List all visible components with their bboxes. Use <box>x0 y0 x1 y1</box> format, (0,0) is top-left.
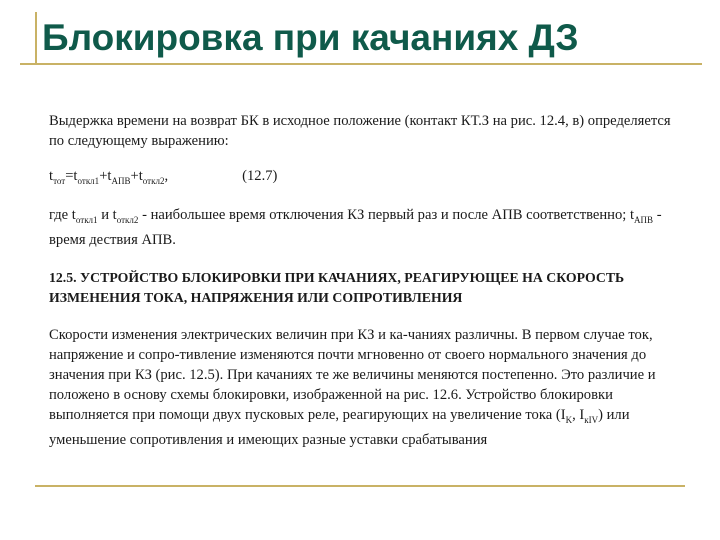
def-sub-apv: АПВ <box>634 214 654 225</box>
formula-plus1: +t <box>99 168 112 184</box>
main-sub-k: K <box>565 414 573 425</box>
main-text-a: Скорости изменения электрических величин при КЗ и ка-чаниях различны. В первом случае ток, напряжение и сопро-тивление изменяются почти мгновенно от своего нормального значения до значения при КЗ (рис. 12.5). При качаниях те же величины меняются постепенно. Это различие и положено в основу схемы блокировки, изображенной на рис. 12.6. Устройство блокировки выполняется при помощи двух пусковых реле, реагирующих на увеличение тока (I <box>49 326 656 423</box>
def-text-c: - наибольшее время отключения КЗ первый раз и после АПВ соответственно; t <box>138 206 635 223</box>
paragraph-definitions <box>49 205 674 250</box>
formula-plus2: +t <box>130 168 143 184</box>
formula-t: t <box>49 168 54 184</box>
equation-number: (12.7) <box>242 168 278 184</box>
formula-sub-otkl1: откл1 <box>77 175 100 186</box>
main-text-c: ) или уменьшение сопротивления и имеющих разные уставки срабатывания <box>49 406 630 448</box>
def-sub-otkl2: откл2 <box>116 214 139 225</box>
paragraph-main <box>49 325 674 450</box>
def-text-a: где t <box>49 206 76 223</box>
slide-title: Блокировка при качаниях ДЗ <box>42 17 579 58</box>
paragraph-intro: Выдержка времени на возврат БК в исходное положение (контакт КТ.З на рис. 12.4, в) определяется по следующему выражению: <box>49 113 671 149</box>
formula-sub-apv: АПВ <box>111 175 131 186</box>
section-heading: 12.5. УСТРОЙСТВО БЛОКИРОВКИ ПРИ КАЧАНИЯХ, РЕАГИРУЮЩЕЕ НА СКОРОСТЬ ИЗМЕНЕНИЯ ТОКА, НАПРЯЖЕНИЯ ИЛИ СОПРОТИВЛЕНИЯ <box>49 269 625 305</box>
def-text-b: и t <box>97 206 117 223</box>
formula-12-7 <box>49 166 674 191</box>
title-underline <box>20 63 702 65</box>
formula-end: , <box>164 168 169 184</box>
slide-body <box>49 111 674 450</box>
formula-sub-otkl2: откл2 <box>142 175 165 186</box>
main-text-b: , I <box>572 406 585 423</box>
formula-sub-tot: тот <box>53 175 66 186</box>
bottom-rule <box>35 485 685 487</box>
title-accent-vertical-line <box>35 12 37 64</box>
main-sub-kiv: кIV <box>584 414 599 425</box>
def-sub-otkl1: откл1 <box>75 214 98 225</box>
formula-eq: =t <box>65 168 78 184</box>
def-text-d: - время дествия АПВ. <box>49 206 662 248</box>
